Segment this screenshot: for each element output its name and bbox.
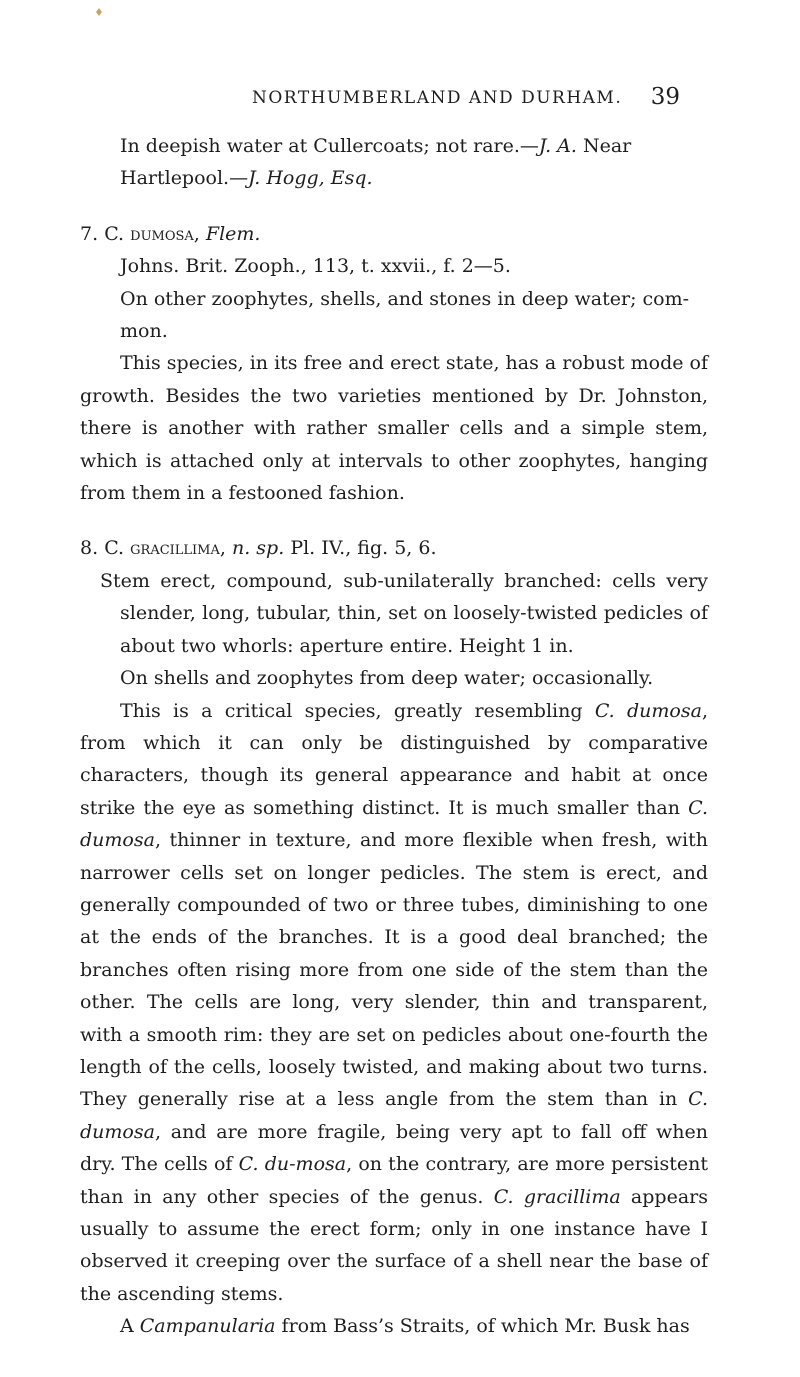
species-cross-reference: C. dumosa [80,1088,708,1143]
species-name: gracillima [130,537,220,560]
species-heading: 8. C. gracillima, n. sp. Pl. IV., fig. 5, 6. [80,537,437,560]
locality-line: Hartlepool.—J. Hogg, Esq. [120,167,373,190]
species-cross-reference: C. du-mosa [238,1153,347,1176]
species-note: This is a critical species, greatly resembling C. dumosa, from which it can only be distinguished by comparative characters, though its general appearance and habit at once strike the eye as something distinct. It is much smaller than C. dumosa, thinner in texture, and more flexible when fresh, with narrower cells set on longer pedicles. The stem is erect, and generally compounded of two or three tubes, diminishing to one at the ends of the branches. It is a good deal branched; the branches often rising more from one side of the stem than the other. The cells are long, very slender, thin and transparent, with a smooth rim: they are set on pedicles about one-fourth the length of the cells, loosely twisted, and making about two turns. They generally rise at a less angle from the stem than in C. dumosa, and are more fragile, being very apt to fall off when dry. The cells of C. du-mosa, on the contrary, are more persistent than in any other species of the genus. C. gracillima appears usually to assume the erect form; only in one instance have I observed it creeping over the surface of a shell near the base of the ascending stems. [80,699,708,1305]
species-reference: Johns. Brit. Zooph., 113, t. xxvii., f. 2—5. [120,255,511,278]
page-body [80,130,708,1343]
running-title: NORTHUMBERLAND AND DURHAM. [252,88,623,108]
species-cross-reference: C. gracillima [493,1185,621,1208]
species-name: dumosa [130,222,194,245]
species-author: Flem. [205,222,261,245]
species-cross-reference: C. dumosa [80,796,708,852]
locality-line: In deepish water at Cullercoats; not rare.—J. A. Near [120,135,632,157]
species-note: A Campanularia from Bass’s Straits, of which Mr. Busk has [120,1315,690,1338]
species-cross-reference: C. dumosa [594,699,702,722]
species-heading: 7. C. dumosa, Flem. [80,222,261,245]
printer-mark-icon [96,8,102,16]
plate-reference: Pl. IV., fig. 5, 6. [290,537,437,560]
page-header [120,84,680,112]
collector-initials: J. A. [538,135,577,157]
species-habitat: On other zoophytes, shells, and stones in deep water; com- [120,287,690,310]
genus-reference: Campanularia [139,1315,276,1338]
collector-name: J. Hogg, Esq. [248,167,373,190]
species-habitat: mon. [120,320,168,343]
species-habitat: On shells and zoophytes from deep water; occasionally. [120,667,654,690]
page-number: 39 [650,84,680,110]
species-note: This species, in its free and erect state, has a robust mode of growth. Besides the two varieties mentioned by Dr. Johnston, there is another with rather smaller cells and a simple stem, which is attached only at intervals to other zoophytes, hanging from them in a festooned fashion. [80,352,708,505]
species-author: n. sp. [231,537,285,560]
species-description: Stem erect, compound, sub-unilaterally branched: cells very slender, long, tubular, thin, set on loosely-twisted pedicles of about two whorls: aperture entire. Height 1 in. [100,569,708,657]
